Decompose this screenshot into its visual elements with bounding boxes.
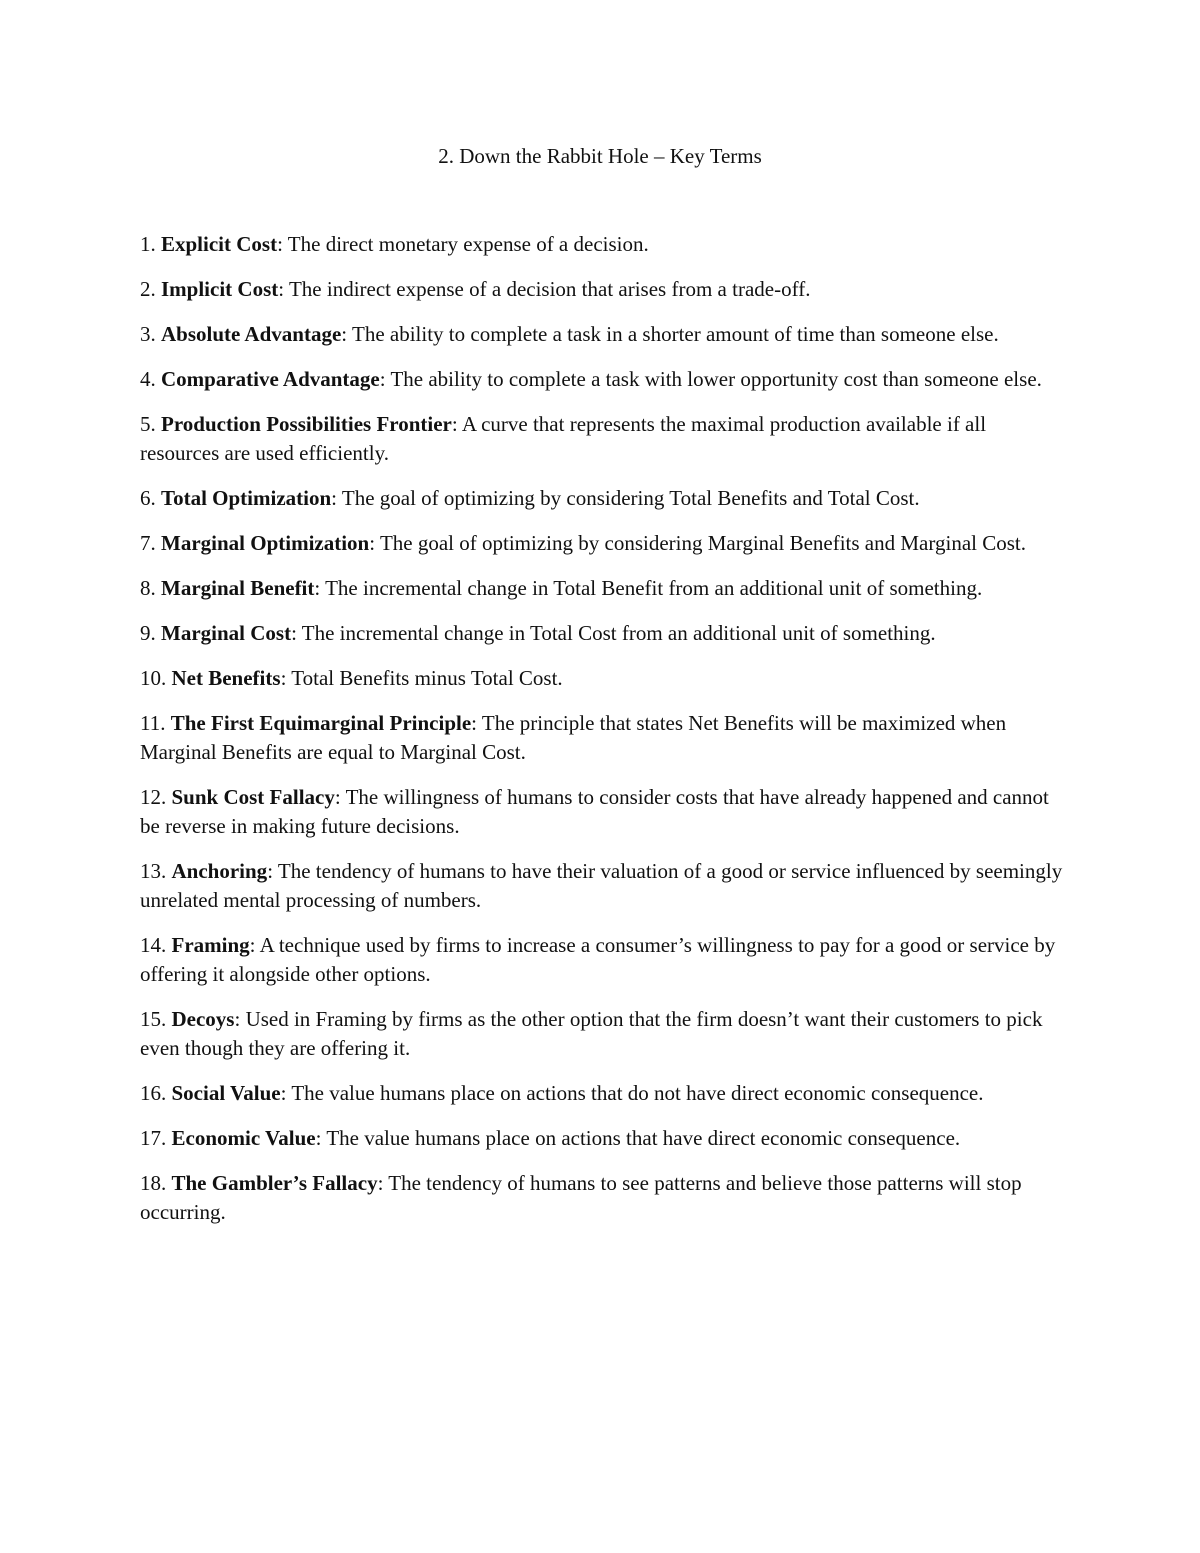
term-definition: : The value humans place on actions that have direct economic consequence. (315, 1126, 961, 1150)
term-number: 1. (140, 232, 161, 256)
term-definition: : The tendency of humans to see patterns and believe those patterns will stop occurring. (140, 1171, 1022, 1224)
term-number: 3. (140, 322, 161, 346)
term-number: 8. (140, 576, 161, 600)
term-item (140, 275, 1065, 304)
term-name: Social Value (171, 1081, 281, 1105)
term-number: 2. (140, 277, 161, 301)
term-definition: : The goal of optimizing by considering Total Benefits and Total Cost. (331, 486, 920, 510)
term-number: 12. (140, 785, 172, 809)
term-item (140, 931, 1065, 989)
term-name: The First Equimarginal Principle (170, 711, 472, 735)
term-item (140, 574, 1065, 603)
term-name: Sunk Cost Fallacy (171, 785, 335, 809)
term-name: Marginal Benefit (161, 576, 315, 600)
term-definition: : The value humans place on actions that do not have direct economic consequence. (280, 1081, 984, 1105)
term-definition: : The direct monetary expense of a decision. (277, 232, 649, 256)
term-name: Explicit Cost (161, 232, 278, 256)
term-definition: : Total Benefits minus Total Cost. (280, 666, 563, 690)
term-number: 15. (140, 1007, 172, 1031)
term-item (140, 857, 1065, 915)
term-number: 13. (140, 859, 172, 883)
term-item (140, 664, 1065, 693)
term-definition: : The ability to complete a task with lower opportunity cost than someone else. (379, 367, 1042, 391)
term-item (140, 410, 1065, 468)
term-name: Implicit Cost (161, 277, 279, 301)
term-item (140, 484, 1065, 513)
term-definition: : The incremental change in Total Benefit from an additional unit of something. (314, 576, 983, 600)
term-number: 10. (140, 666, 172, 690)
term-name: Production Possibilities Frontier (161, 412, 452, 436)
term-number: 17. (140, 1126, 172, 1150)
key-terms-list (140, 230, 1065, 1243)
term-definition: : A curve that represents the maximal production available if all resources are used efficiently. (140, 412, 987, 465)
term-name: Net Benefits (171, 666, 281, 690)
term-definition: : The incremental change in Total Cost from an additional unit of something. (291, 621, 936, 645)
term-number: 14. (140, 933, 172, 957)
term-name: Economic Value (171, 1126, 316, 1150)
term-name: Marginal Cost (161, 621, 292, 645)
document-title: 2. Down the Rabbit Hole – Key Terms (438, 144, 762, 168)
term-number: 11. (140, 711, 171, 735)
term-definition: : The tendency of humans to have their valuation of a good or service influenced by seemingly unrelated mental processing of numbers. (140, 859, 1063, 912)
term-item (140, 1005, 1065, 1063)
term-name: Absolute Advantage (161, 322, 342, 346)
term-item (140, 230, 1065, 259)
term-item (140, 1079, 1065, 1108)
term-item (140, 1169, 1065, 1227)
term-definition: : Used in Framing by firms as the other option that the firm doesn’t want their customers to pick even though they are offering it. (140, 1007, 1043, 1060)
term-number: 9. (140, 621, 161, 645)
term-number: 6. (140, 486, 161, 510)
term-definition: : The ability to complete a task in a shorter amount of time than someone else. (341, 322, 999, 346)
term-number: 18. (140, 1171, 172, 1195)
term-item (140, 365, 1065, 394)
term-item (140, 320, 1065, 349)
term-name: Decoys (171, 1007, 235, 1031)
term-item (140, 1124, 1065, 1153)
term-name: Total Optimization (161, 486, 332, 510)
term-definition: : The willingness of humans to consider costs that have already happened and cannot be reverse in making future decisions. (140, 785, 1049, 838)
term-number: 16. (140, 1081, 172, 1105)
term-item (140, 709, 1065, 767)
term-number: 5. (140, 412, 161, 436)
term-name: Anchoring (171, 859, 268, 883)
term-item (140, 619, 1065, 648)
term-name: Marginal Optimization (161, 531, 370, 555)
term-item (140, 529, 1065, 558)
term-item (140, 783, 1065, 841)
term-number: 4. (140, 367, 161, 391)
term-number: 7. (140, 531, 161, 555)
term-definition: : A technique used by firms to increase a consumer’s willingness to pay for a good or service by offering it alongside other options. (140, 933, 1056, 986)
term-name: Framing (171, 933, 250, 957)
term-name: Comparative Advantage (161, 367, 380, 391)
term-definition: : The goal of optimizing by considering Marginal Benefits and Marginal Cost. (369, 531, 1026, 555)
term-definition: : The indirect expense of a decision that arises from a trade-off. (278, 277, 811, 301)
term-definition: : The principle that states Net Benefits will be maximized when Marginal Benefits are equal to Marginal Cost. (140, 711, 1007, 764)
term-name: The Gambler’s Fallacy (171, 1171, 378, 1195)
